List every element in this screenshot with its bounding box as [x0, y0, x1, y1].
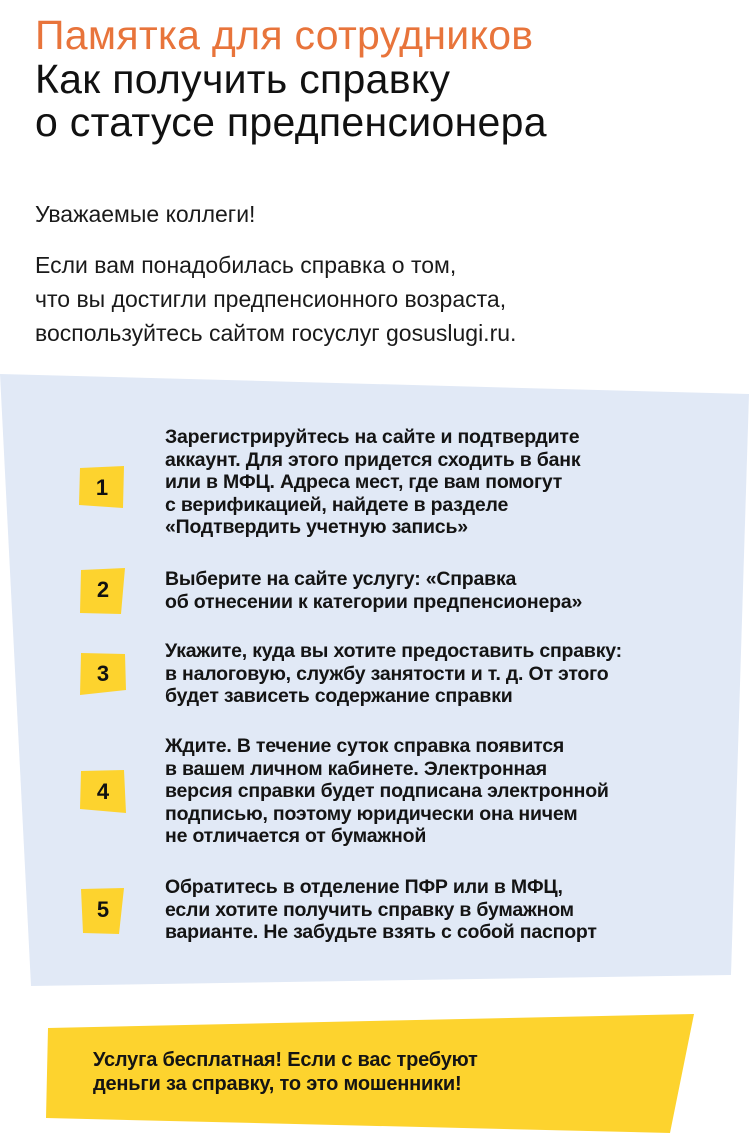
- intro-line: Если вам понадобилась справка о том,: [35, 252, 457, 278]
- step-number: 1: [95, 475, 109, 500]
- step-line: Обратитесь в отделение ПФР или в МФЦ,: [165, 876, 563, 898]
- step-number-badge: [80, 568, 126, 612]
- step-line: варианте. Не забудьте взять с собой паспорт: [165, 921, 597, 943]
- step-line: или в МФЦ. Адреса мест, где вам помогут: [165, 471, 563, 493]
- step-number: 4: [96, 779, 110, 804]
- step-line: Зарегистрируйтесь на сайте и подтвердите: [165, 426, 580, 448]
- header: [35, 12, 547, 144]
- document-title-line-2: о статусе предпенсионера: [35, 99, 547, 145]
- warning-line: Услуга бесплатная! Если с вас требуют: [93, 1049, 478, 1071]
- step-line: в вашем личном кабинете. Электронная: [165, 757, 547, 780]
- step-text: [165, 640, 622, 708]
- intro-line: воспользуйтесь сайтом госуслуг gosuslugi.ru.: [35, 320, 517, 346]
- step-number: 2: [96, 577, 110, 602]
- step-line: аккаунт. Для этого придется сходить в банк: [165, 448, 581, 471]
- step-line: версия справки будет подписана электронной: [165, 780, 609, 802]
- step-line: в налоговую, службу занятости и т. д. От этого: [165, 662, 609, 685]
- step-text: [165, 426, 580, 539]
- document-subtitle: Памятка для сотрудников: [35, 12, 534, 58]
- warning-text: [93, 1048, 478, 1096]
- intro-line: что вы достигли предпенсионного возраста,: [35, 286, 507, 312]
- step-number-badge: [80, 770, 126, 814]
- document-title-line-1: Как получить справку: [35, 56, 451, 102]
- step-line: «Подтвердить учетную запись»: [165, 516, 468, 538]
- step-line: не отличается от бумажной: [165, 825, 427, 847]
- step-number: 5: [96, 897, 110, 922]
- step-number-badge: [80, 888, 126, 932]
- greeting: Уважаемые коллеги!: [35, 201, 256, 227]
- step-number-badge: [80, 652, 126, 696]
- step-line: с верификацией, найдете в разделе: [165, 493, 509, 516]
- step-text: [165, 876, 597, 944]
- step-line: Укажите, куда вы хотите предоставить справку:: [165, 640, 622, 662]
- step-number: 3: [96, 661, 110, 686]
- step-line: подписью, поэтому юридически она ничем: [165, 802, 578, 825]
- warning-line: деньги за справку, то это мошенники!: [93, 1073, 462, 1095]
- step-line: об отнесении к категории предпенсионера»: [165, 590, 583, 613]
- step-line: если хотите получить справку в бумажном: [165, 898, 574, 921]
- step-line: Выберите на сайте услугу: «Справка: [165, 568, 517, 590]
- step-line: Ждите. В течение суток справка появится: [165, 735, 565, 757]
- intro-paragraph: [35, 248, 516, 350]
- step-number-badge: [79, 466, 125, 510]
- step-line: будет зависеть содержание справки: [165, 685, 513, 707]
- step-text: [165, 568, 582, 613]
- step-text: [165, 735, 609, 848]
- fraud-warning-banner: [0, 1010, 750, 1140]
